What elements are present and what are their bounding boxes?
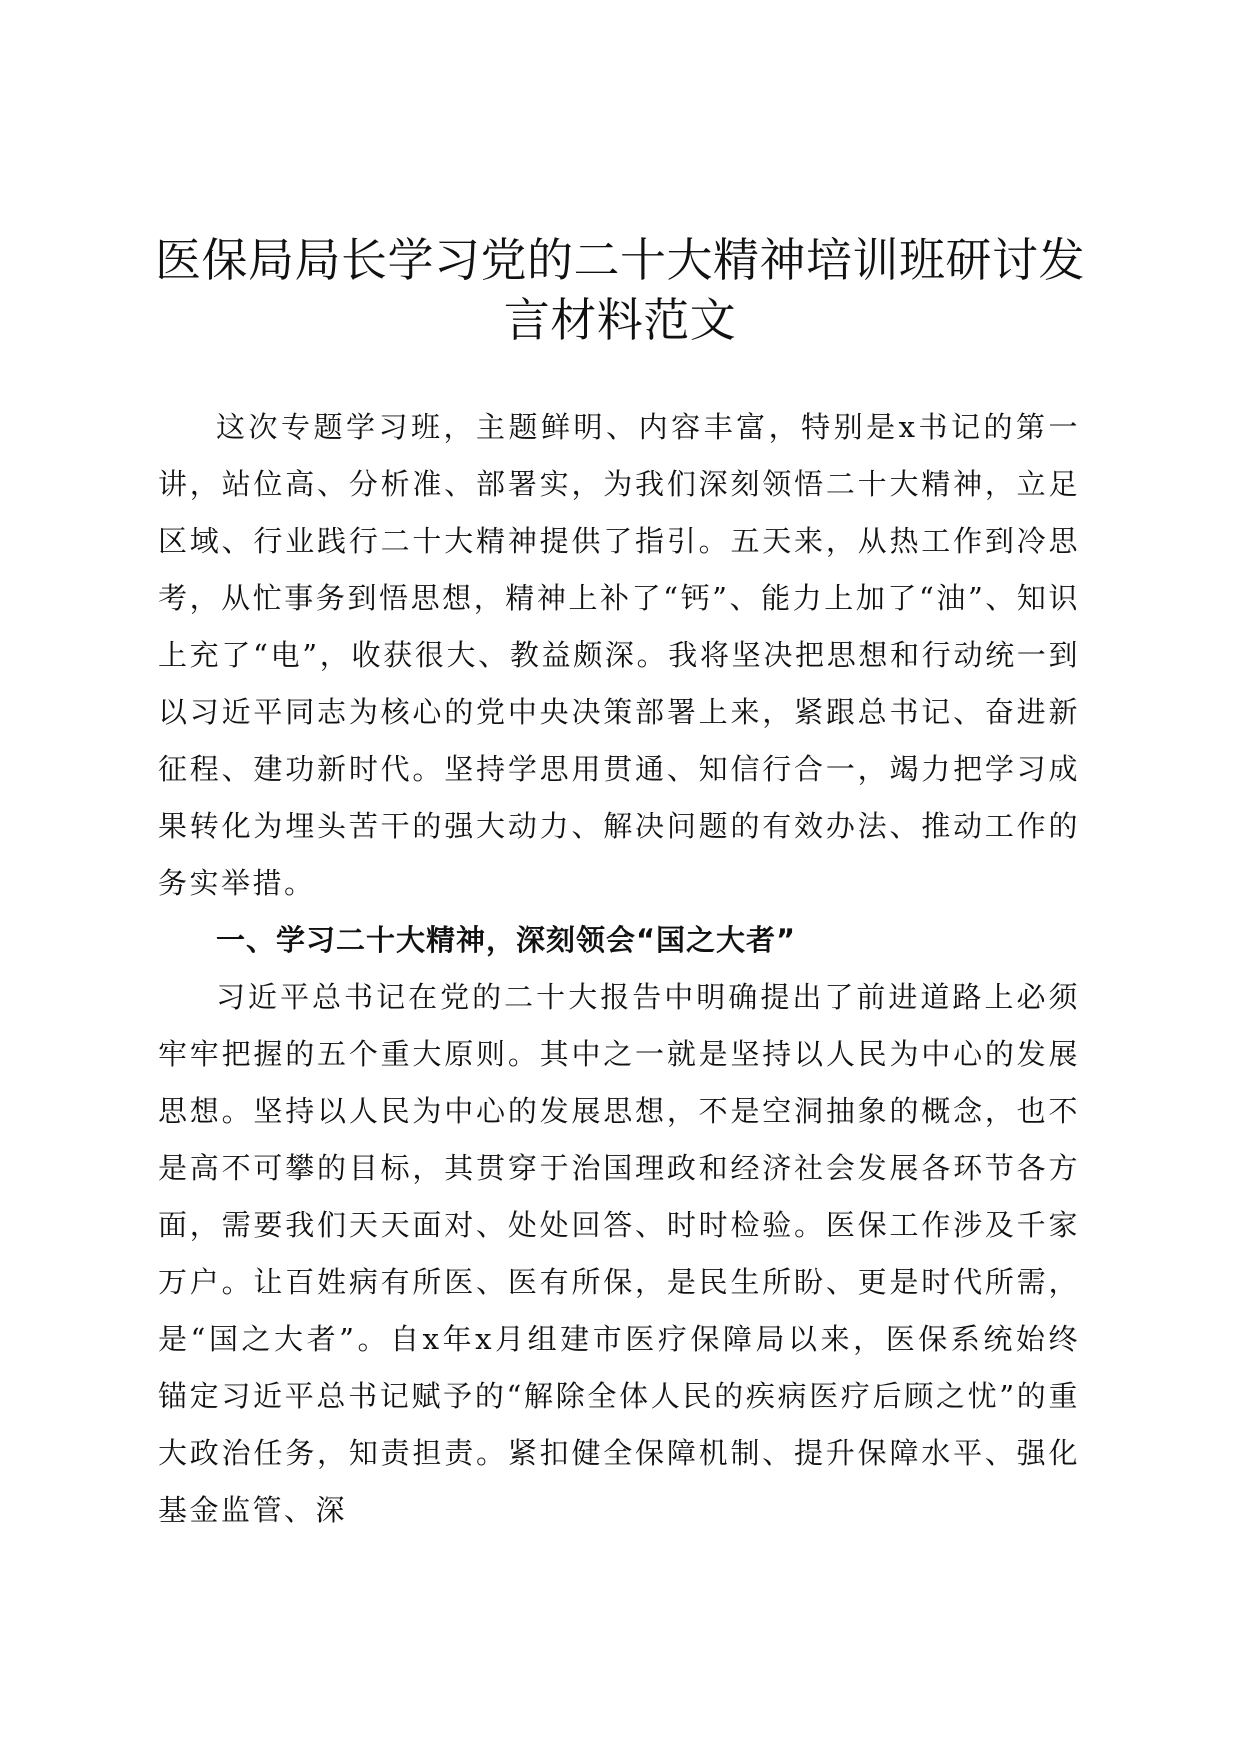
section-heading-1: 一、学习二十大精神，深刻领会“国之大者” (216, 923, 797, 957)
paragraph-intro: 这次专题学习班，主题鲜明、内容丰富，特别是x书记的第一讲，站位高、分析准、部署实，为我们深刻领悟二十大精神，立足区域、行业践行二十大精神提供了指引。五天来，从热工作到冷思考，从忙事务到悟思想，精神上补了“钙”、能力上加了“油”、知识上充了“电”，收获很大、教益颇深。我将坚决把思想和行动统一到以习近平同志为核心的党中央决策部署上来，紧跟总书记、奋进新征程、建功新时代。坚持学思用贯通、知信行合一，竭力把学习成果转化为埋头苦干的强大动力、解决问题的有效办法、推动工作的务实举措。 (158, 410, 1080, 900)
document-body (158, 399, 1080, 1539)
document-title: 医保局局长学习党的二十大精神培训班研讨发言材料范文 (155, 233, 1085, 347)
paragraph-section-1: 习近平总书记在党的二十大报告中明确提出了前进道路上必须牢牢把握的五个重大原则。其中之一就是坚持以人民为中心的发展思想。坚持以人民为中心的发展思想，不是空洞抽象的概念，也不是高不可攀的目标，其贯穿于治国理政和经济社会发展各环节各方面，需要我们天天面对、处处回答、时时检验。医保工作涉及千家万户。让百姓病有所医、医有所保，是民生所盼、更是时代所需，是“国之大者”。自x年x月组建市医疗保障局以来，医保系统始终锚定习近平总书记赋予的“解除全体人民的疾病医疗后顾之忧”的重大政治任务，知责担责。紧扣健全保障机制、提升保障水平、强化基金监管、深 (158, 980, 1080, 1527)
